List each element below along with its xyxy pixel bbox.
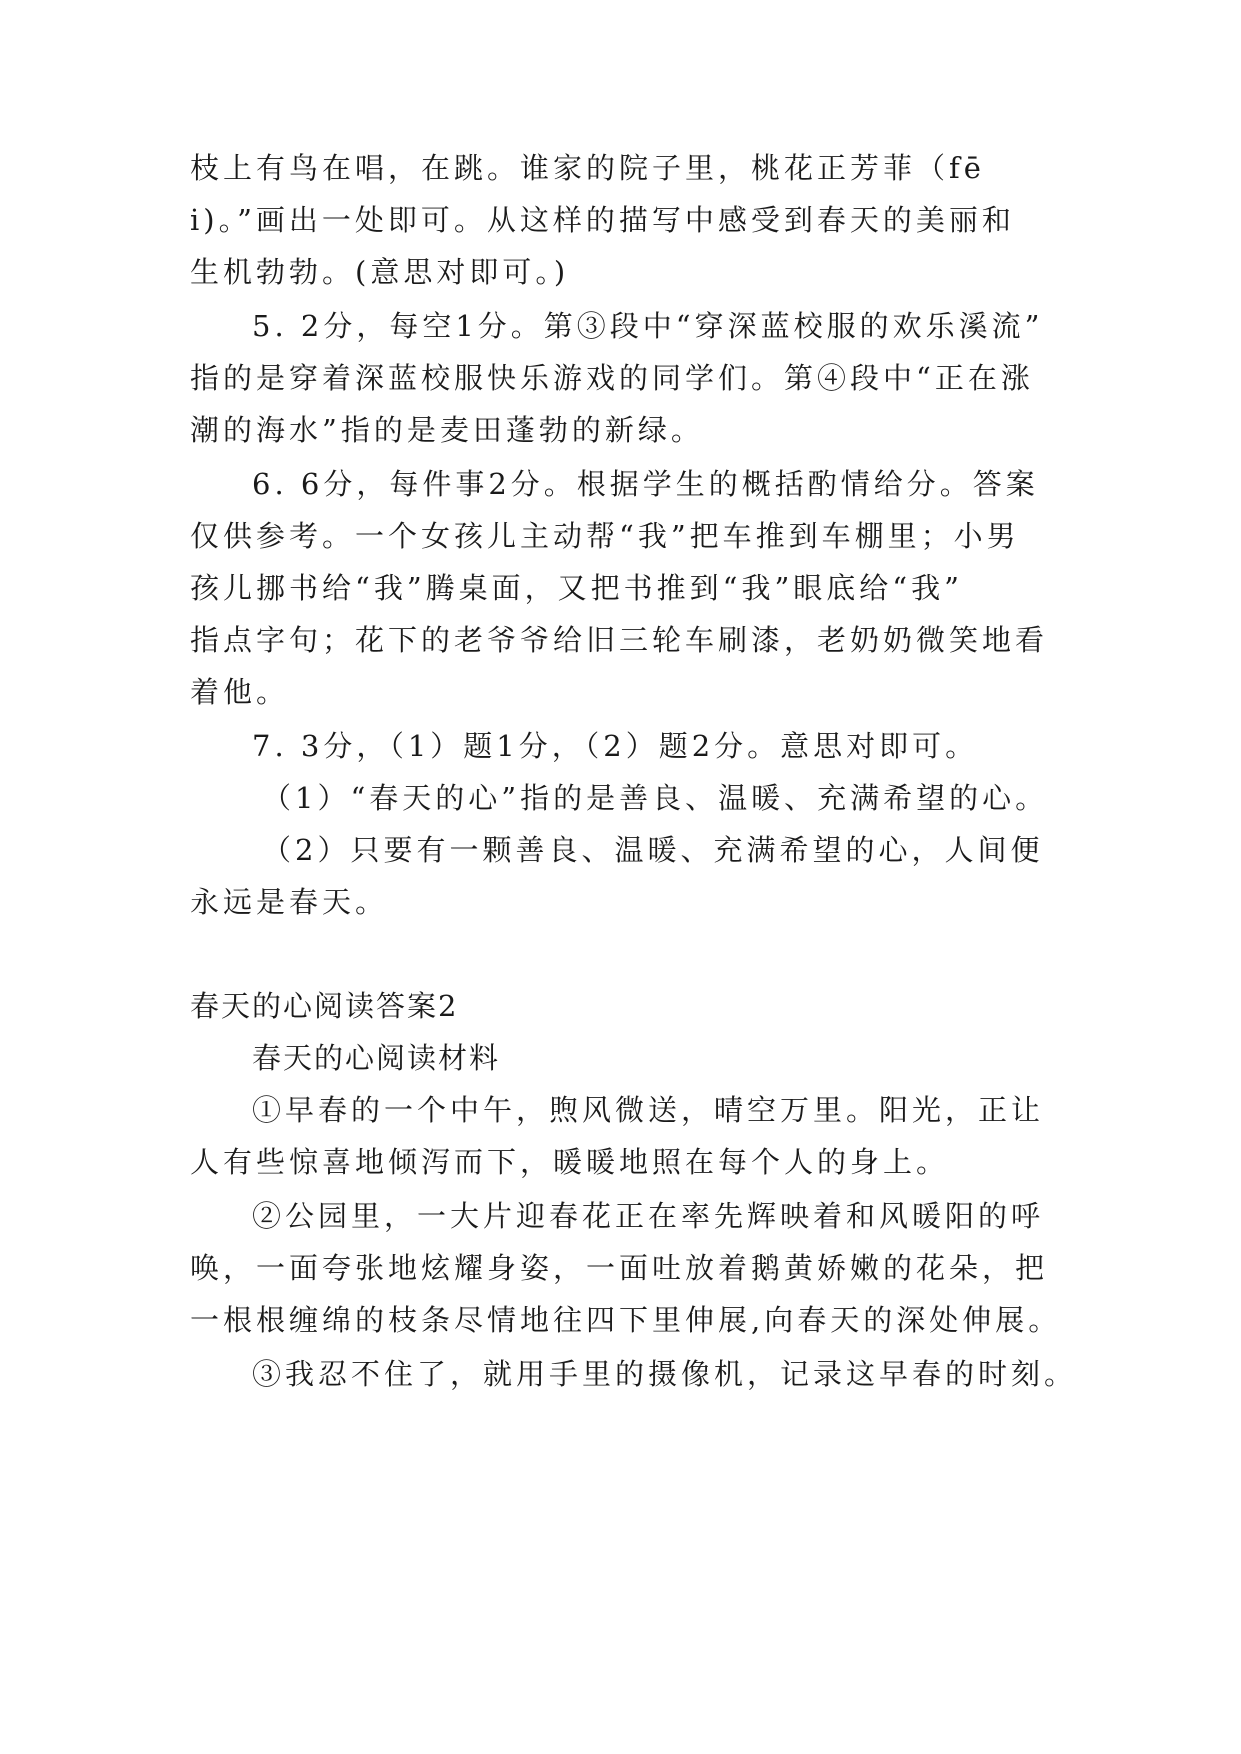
text-line: 潮的海水”指的是麦田蓬勃的新绿。 — [190, 413, 704, 447]
text-line: i)。”画出一处即可。从这样的描写中感受到春天的美丽和 — [190, 203, 1015, 237]
text-line: 唤，一面夸张地炫耀身姿，一面吐放着鹅黄娇嫩的花朵，把 — [190, 1251, 1049, 1285]
answer-6-line: 6. 6分，每件事2分。根据学生的概括酌情给分。答案 — [252, 467, 1039, 501]
text-line: 永远是春天。 — [190, 885, 389, 919]
text-line: 孩儿挪书给“我”腾桌面，又把书推到“我”眼底给“我” — [190, 571, 963, 605]
answer-7-line: 7. 3分，（1）题1分，（2）题2分。意思对即可。 — [252, 729, 979, 763]
paragraph-2-line: ②公园里，一大片迎春花正在率先辉映着和风暖阳的呼 — [252, 1199, 1045, 1233]
answer-5-line: 5. 2分，每空1分。第③段中“穿深蓝校服的欢乐溪流” — [252, 309, 1044, 343]
text-line: 指点字句；花下的老爷爷给旧三轮车刷漆，老奶奶微笑地看 — [190, 623, 1049, 657]
paragraph-3-line: ③我忍不住了，就用手里的摄像机，记录这早春的时刻。 — [252, 1357, 1078, 1391]
text-line: 着他。 — [190, 675, 290, 709]
text-line: 一根根缠绵的枝条尽情地往四下里伸展,向春天的深处伸展。 — [190, 1303, 1062, 1337]
section-heading: 春天的心阅读答案2 — [190, 989, 459, 1023]
answer-7-part-2: （2）只要有一颗善良、温暖、充满希望的心，人间便 — [262, 833, 1044, 867]
text-line: 人有些惊喜地倾泻而下，暖暖地照在每个人的身上。 — [190, 1145, 950, 1179]
section-subheading: 春天的心阅读材料 — [252, 1041, 501, 1075]
text-line: 生机勃勃。(意思对即可。) — [190, 255, 570, 289]
text-line: 枝上有鸟在唱，在跳。谁家的院子里，桃花正芳菲（fē — [190, 151, 985, 185]
paragraph-1-line: ①早春的一个中午，煦风微送，晴空万里。阳光，正让 — [252, 1093, 1045, 1127]
answer-7-part-1: （1）“春天的心”指的是善良、温暖、充满希望的心。 — [262, 781, 1049, 815]
text-line: 仅供参考。一个女孩儿主动帮“我”把车推到车棚里；小男 — [190, 519, 1020, 553]
text-line: 指的是穿着深蓝校服快乐游戏的同学们。第④段中“正在涨 — [190, 361, 1034, 395]
